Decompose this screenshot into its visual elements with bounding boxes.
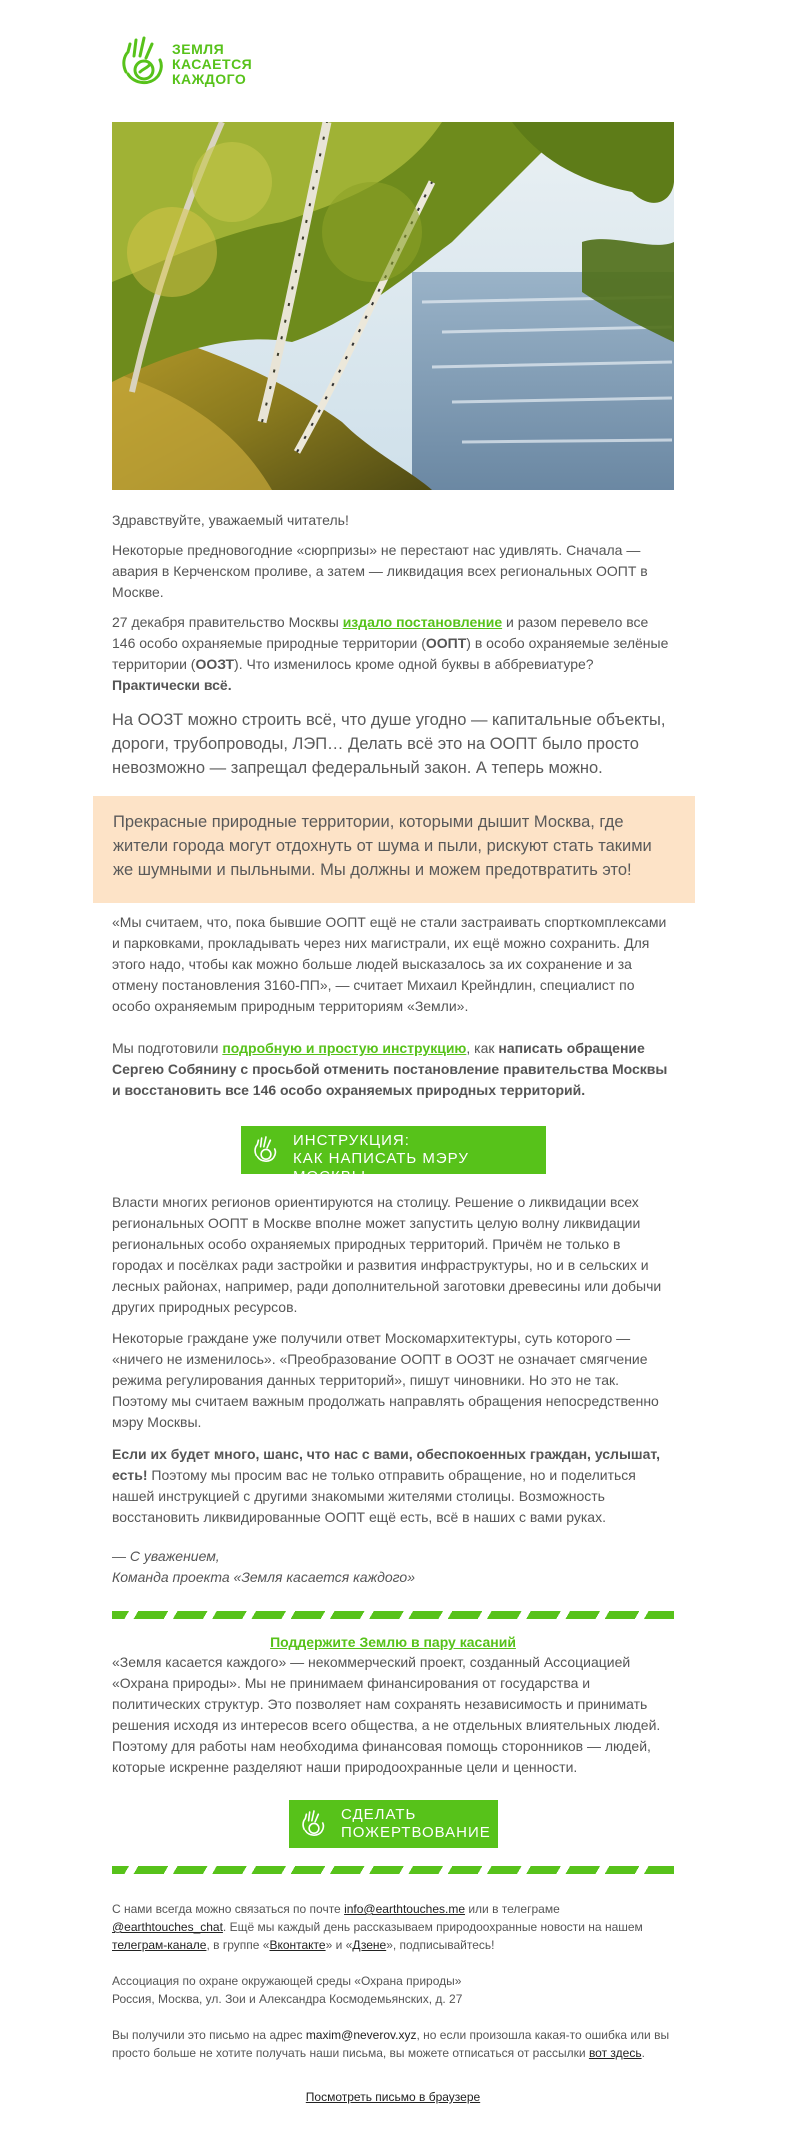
decree-text-3: ) в особо охраняемые зелёные территории ( — [112, 635, 669, 672]
telegram-chat-link[interactable]: @earthtouches_chat — [112, 1920, 223, 1934]
donate-button-label — [341, 1806, 491, 1842]
highlight-box — [93, 796, 695, 903]
unsubscribe-link[interactable]: вот здесь — [588, 2046, 642, 2060]
logo-wordmark — [172, 42, 252, 87]
hero-image — [112, 122, 674, 490]
contacts-text-2: или в телеграме — [465, 1902, 560, 1916]
instruction-bold: написать обращение Сергею Собянину с просьбой отменить постановление правительства Москвы и восстановить все 146 особо охраняемых природных территорий. — [112, 1040, 668, 1098]
footer-contacts — [112, 1900, 674, 1954]
org-name: Ассоциация по охране окружающей среды «Охрана природы» — [112, 1974, 462, 1988]
instruction-button[interactable] — [241, 1126, 546, 1185]
lead-paragraph: На ООЗТ можно строить всё, что душе угодно — капитальные объекты, дороги, трубопроводы, ЛЭП… Делать всё это на ООПТ было просто невозможно — запрещал федеральный закон. А теперь можно. — [112, 711, 666, 777]
sent-text-2: , но если произошла какая-то ошибка или вы просто больше не хотите получать наши письма, вы можете отписаться от рассылки — [112, 2028, 670, 2060]
hand-leaf-icon — [301, 1807, 327, 1841]
highlight-text: Прекрасные природные территории, которыми дышит Москва, где жители города могут отдохнуть от шума и пыли, рискуют стать такими же шумными и пыльными. Мы должны и можем предотвратить это! — [113, 813, 652, 879]
logo-line-3: КАЖДОГО — [172, 71, 247, 87]
oozt-abbr: ООЗТ — [195, 656, 235, 672]
instruction-text-2: , как — [466, 1040, 499, 1056]
intro-paragraph: Некоторые предновогодние «сюрпризы» не перестают нас удивлять. Сначала — авария в Керченском проливе, а затем — ликвидация всех региональных ООПТ в Москве. — [112, 542, 648, 600]
many-bold: Если их будет много, шанс, что нас с вами, обеспокоенных граждан, услышат, есть! — [112, 1446, 661, 1483]
contacts-text-4: , в группе « — [206, 1938, 270, 1952]
decree-text-4: ). Что изменилось кроме одной буквы в аббревиатуре? — [234, 656, 594, 672]
view-in-browser-link[interactable]: Посмотреть письмо в браузере — [305, 2090, 481, 2104]
instruction-button-label — [293, 1132, 546, 1186]
decree-text-2: и разом перевело все 146 особо охраняемые природные территории ( — [112, 614, 649, 651]
hand-leaf-icon — [120, 34, 168, 90]
divider-top — [112, 1611, 674, 1619]
decree-text-1: 27 декабря правительство Москвы — [112, 614, 343, 630]
sent-text-1: Вы получили это письмо на адрес — [112, 2028, 306, 2042]
footer-org — [112, 1972, 674, 2008]
email-link[interactable]: info@earthtouches.me — [344, 1902, 465, 1916]
expert-quote: «Мы считаем, что, пока бывшие ООПТ ещё не стали застраивать спорткомплексами и парковками, прокладывать через них магистрали, их ещё можно сохранить. Для этого надо, чтобы как можно больше людей высказалось за их сохранение и за отмену постановления 3160-ПП», — считает Михаил Крейндлин, специалист по особо охраняемым природным территориям «Земли». — [112, 914, 667, 1014]
divider-bottom — [112, 1866, 674, 1874]
contacts-text-1: С нами всегда можно связаться по почте — [112, 1902, 345, 1916]
vk-link[interactable]: Вконтакте — [269, 1938, 326, 1952]
many-paragraph — [112, 1444, 674, 1528]
donate-button-line-2: ПОЖЕРТВОВАНИЕ — [341, 1824, 491, 1841]
footer-unsubscribe — [112, 2026, 674, 2062]
contacts-text-3: . Ещё мы каждый день рассказываем природоохранные новости на нашем — [222, 1920, 643, 1934]
recipient-email: maxim@neverov.xyz — [305, 2028, 417, 2042]
signature-line-2: Команда проекта «Земля касается каждого» — [112, 1569, 415, 1585]
instruction-text-1: Мы подготовили — [112, 1040, 223, 1056]
telegram-channel-link[interactable]: телеграм-канале — [112, 1938, 207, 1952]
oopt-abbr: ООПТ — [425, 635, 467, 651]
instruction-link[interactable]: подробную и простую инструкцию — [222, 1040, 467, 1056]
logo[interactable] — [120, 34, 280, 94]
contacts-text-5: » и « — [325, 1938, 353, 1952]
sent-text-3: . — [641, 2046, 645, 2060]
logo-line-1: ЗЕМЛЯ — [172, 41, 225, 57]
signature — [112, 1546, 674, 1588]
logo-line-2: КАСАЕТСЯ — [172, 56, 253, 72]
instruction-paragraph — [112, 1038, 674, 1101]
hand-leaf-icon — [253, 1133, 279, 1167]
org-address: Россия, Москва, ул. Зои и Александра Космодемьянских, д. 27 — [112, 1992, 463, 2006]
decree-link[interactable]: издало постановление — [342, 614, 503, 630]
signature-line-1: — С уважением, — [112, 1548, 220, 1564]
support-title — [112, 1632, 674, 1653]
decree-paragraph — [112, 612, 674, 696]
greeting: Здравствуйте, уважаемый читатель! — [112, 512, 349, 528]
decree-bold: Практически всё. — [112, 677, 232, 693]
donate-button[interactable] — [289, 1800, 498, 1848]
footer-browser — [112, 2088, 674, 2106]
contacts-text-6: », подписывайтесь! — [386, 1938, 495, 1952]
many-text: Поэтому мы просим вас не только отправить обращение, но и поделиться нашей инструкцией с другими знакомыми жителями столицы. Возможность восстановить ликвидированные ООПТ ещё есть, всё в наших с вами руках. — [112, 1467, 636, 1525]
donate-button-line-1: СДЕЛАТЬ — [341, 1806, 417, 1823]
instruction-button-line-1: ИНСТРУКЦИЯ: — [293, 1132, 410, 1149]
regions-paragraph: Власти многих регионов ориентируются на столицу. Решение о ликвидации всех региональных ООПТ в Москве вполне может запустить целую волну ликвидации региональных особо охраняемых природных территорий. Причём не только в городах и посёлках ради застройки и развития инфраструктуры, но и в сельских и лесных районах, например, ради дополнительной заготовки древесины или добычи других природных ресурсов. — [112, 1194, 662, 1315]
answer-paragraph: Некоторые граждане уже получили ответ Москомархитектуры, суть которого — «ничего не изменилось». «Преобразование ООПТ в ООЗТ не означает смягчение режима регулирования данных территорий», пишут чиновники. Но это не так. Поэтому мы считаем важным продолжать направлять обращения непосредственно мэру Москвы. — [112, 1330, 659, 1430]
instruction-button-line-2: КАК НАПИСАТЬ МЭРУ МОСКВЫ — [293, 1150, 469, 1185]
support-link[interactable]: Поддержите Землю в пару касаний — [270, 1634, 516, 1650]
support-text: «Земля касается каждого» — некоммерческий проект, созданный Ассоциацией «Охрана природы». Мы не принимаем финансирования от государства и политических структур. Это позволяет нам сохранять независимость и принимать решения исходя из интересов всего общества, а не отдельных влиятельных людей. Поэтому для работы нам необходима финансовая помощь сторонников — людей, которые искренне разделяют наши природоохранные цели и ценности. — [112, 1654, 661, 1775]
dzen-link[interactable]: Дзене — [352, 1938, 387, 1952]
